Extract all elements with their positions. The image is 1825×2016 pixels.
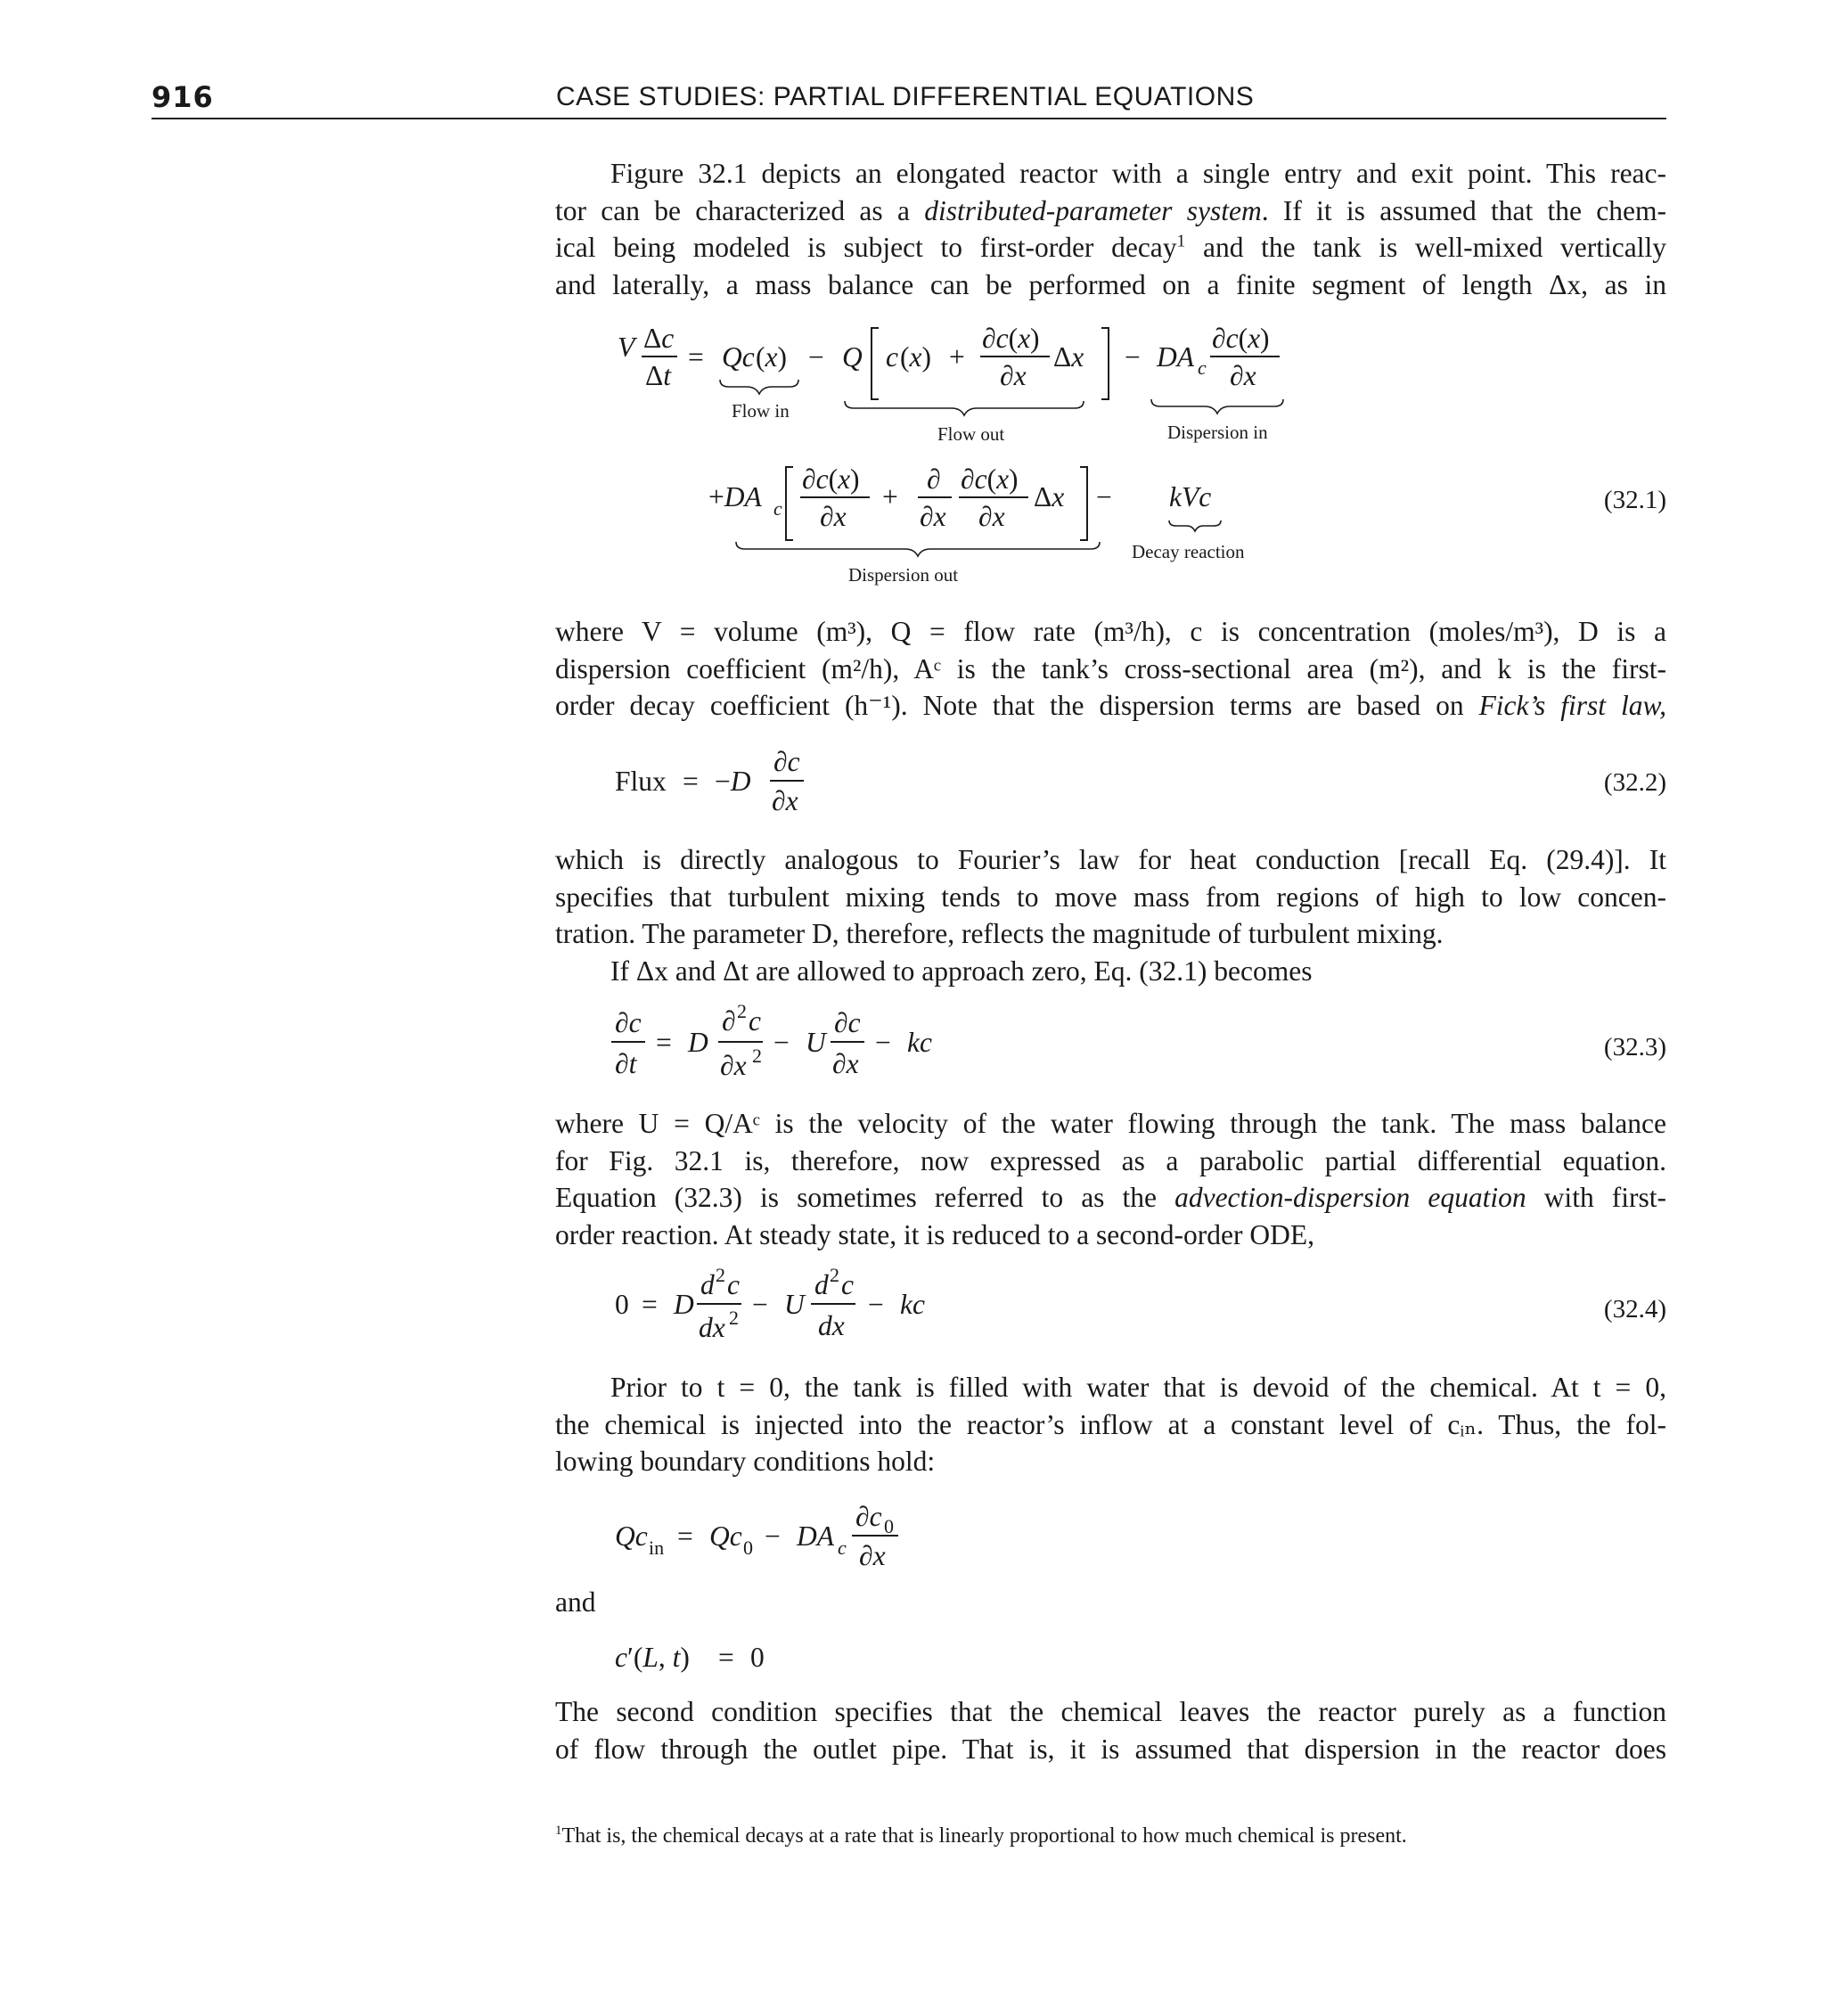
eq-subscript: 0 bbox=[884, 1515, 894, 1537]
footnote-marker: 1 bbox=[555, 1823, 562, 1839]
text-line: If Δx and Δt are allowed to approach zero, Eq. (32.1) becomes bbox=[610, 955, 1313, 987]
boundary-condition-1-svg bbox=[611, 1497, 968, 1578]
underbrace bbox=[1151, 399, 1283, 414]
eq-superscript: 2 bbox=[737, 1000, 747, 1022]
eq-symbol: V bbox=[618, 332, 635, 363]
eq-symbol: +DA bbox=[708, 481, 762, 512]
eq-symbol: c bbox=[841, 1269, 854, 1300]
eq-symbol: = bbox=[718, 1642, 734, 1673]
text-line: Prior to t = 0, the tank is filled with water that is devoid of the chemical. At t = 0, bbox=[610, 1372, 1666, 1403]
text-line: order reaction. At steady state, it is reduced to a second-order ODE, bbox=[555, 1218, 1314, 1250]
eq-symbol: c bbox=[727, 1269, 740, 1300]
eq-symbol: d bbox=[700, 1269, 715, 1300]
eq-symbol: + bbox=[882, 481, 898, 512]
eq-symbol: = bbox=[677, 1520, 693, 1552]
text-line: with first- bbox=[1526, 1182, 1666, 1213]
eq-symbol: kc bbox=[900, 1289, 925, 1320]
eq-symbol: ∂x bbox=[920, 501, 946, 532]
eq-subscript: in bbox=[649, 1537, 665, 1559]
eq-symbol: Δx bbox=[1034, 481, 1065, 512]
text-line: dispersion coefficient (m²/h), Aᶜ is the tank’s cross-sectional area (m²), and k is the first- bbox=[555, 652, 1666, 684]
eq-symbol: ∂c bbox=[834, 1007, 861, 1038]
eq-symbol: c bbox=[749, 1005, 761, 1037]
eq-symbol: ∂c(x) bbox=[1212, 323, 1270, 354]
text-line: tor can be characterized as a bbox=[555, 194, 925, 226]
equation-32-2 bbox=[611, 742, 879, 823]
italic-term: Fick’s first law, bbox=[1478, 690, 1666, 721]
eq-symbol: DA bbox=[1157, 341, 1194, 373]
text-line: tration. The parameter D, therefore, reflects the magnitude of turbulent mixing. bbox=[555, 918, 1444, 949]
eq-symbol: ∂c bbox=[615, 1007, 642, 1038]
eq-symbol: ∂x bbox=[1230, 360, 1256, 391]
right-bracket bbox=[1101, 328, 1109, 399]
boundary-condition-2 bbox=[611, 1631, 879, 1684]
text-line: . If it is assumed that the chem- bbox=[1261, 194, 1666, 226]
intro-paragraph bbox=[555, 155, 1666, 303]
equation-32-4-svg bbox=[611, 1264, 1057, 1353]
eq-symbol: − bbox=[765, 1520, 781, 1552]
equation-32-2-svg bbox=[611, 742, 879, 823]
text-line: order decay coefficient (h⁻¹). Note that the dispersion terms are based on bbox=[555, 690, 1479, 721]
eq-symbol: − bbox=[875, 1027, 891, 1058]
eq-symbol: Q bbox=[842, 341, 863, 373]
equation-number: (32.3) bbox=[1603, 1033, 1666, 1061]
eq-symbol: = bbox=[642, 1289, 658, 1320]
eq-symbol: ∂x bbox=[820, 501, 847, 532]
eq-symbol: Δc bbox=[643, 323, 675, 354]
eq-symbol: 0 bbox=[750, 1642, 765, 1673]
text-line: which is directly analogous to Fourier’s law for heat conduction [recall Eq. (29.4)]. It bbox=[555, 844, 1666, 875]
italic-term: distributed-parameter system bbox=[924, 194, 1262, 226]
eq-symbol: = bbox=[656, 1027, 672, 1058]
running-title: CASE STUDIES: PARTIAL DIFFERENTIAL EQUATIONS bbox=[556, 82, 1255, 111]
text-line: specifies that turbulent mixing tends to move mass from regions of high to low concen- bbox=[555, 881, 1666, 913]
eq-symbol: U bbox=[784, 1289, 805, 1320]
eq-symbol: = bbox=[688, 341, 704, 373]
eq-symbol: Δt bbox=[645, 360, 672, 391]
equation-number: (32.4) bbox=[1603, 1295, 1666, 1324]
equation-32-1 bbox=[606, 321, 1666, 588]
text-line: ical being modeled is subject to first-order decay bbox=[555, 232, 1177, 263]
header-rule bbox=[151, 118, 1666, 119]
eq-subscript: c bbox=[1198, 356, 1207, 379]
eq-symbol: − bbox=[1096, 481, 1112, 512]
eq-symbol: Qc bbox=[722, 341, 755, 373]
velocity-paragraph bbox=[555, 1105, 1666, 1253]
eq-symbol: ∂x bbox=[859, 1540, 886, 1571]
text-line: of flow through the outlet pipe. That is, it is assumed that dispersion in the reactor does bbox=[555, 1733, 1666, 1765]
eq-symbol: dx bbox=[699, 1312, 725, 1343]
decay-reaction-label: Decay reaction bbox=[1132, 541, 1245, 562]
left-bracket bbox=[786, 467, 793, 540]
text-line: the chemical is injected into the reactor’s inflow at a constant level of cᵢₙ. Thus, the fol- bbox=[555, 1408, 1666, 1440]
text-line: where V = volume (m³), Q = flow rate (m³/h), c is concentration (moles/m³), D is a bbox=[555, 616, 1666, 647]
eq-symbol: ∂c(x) bbox=[982, 323, 1040, 354]
analog-paragraph bbox=[555, 841, 1666, 989]
text-line: Figure 32.1 depicts an elongated reactor with a single entry and exit point. This reac- bbox=[610, 158, 1666, 189]
eq-symbol: ∂ bbox=[722, 1005, 736, 1037]
running-header bbox=[151, 80, 1666, 121]
underbrace bbox=[736, 542, 1100, 556]
text-line: The second condition specifies that the chemical leaves the reactor purely as a function bbox=[555, 1696, 1666, 1727]
equation-32-4 bbox=[611, 1264, 1057, 1353]
eq-symbol: D bbox=[674, 1289, 694, 1320]
eq-symbol: dx bbox=[818, 1310, 845, 1341]
eq-symbol: ∂x bbox=[772, 785, 798, 816]
flow-in-label: Flow in bbox=[732, 400, 790, 422]
eq-symbol: kVc bbox=[1169, 481, 1212, 512]
eq-superscript: 2 bbox=[752, 1045, 762, 1067]
eq-symbol: DA bbox=[797, 1520, 834, 1552]
eq-symbol: Δx bbox=[1053, 341, 1084, 373]
eq-symbol: ∂c bbox=[773, 746, 800, 777]
eq-symbol: ∂ bbox=[927, 463, 941, 495]
flux-label: Flux bbox=[615, 766, 667, 797]
second-condition-paragraph bbox=[555, 1693, 1666, 1767]
eq-superscript: 2 bbox=[716, 1264, 725, 1286]
eq-symbol: c bbox=[886, 341, 898, 373]
underbrace bbox=[1169, 520, 1221, 531]
eq-subscript: 0 bbox=[743, 1537, 753, 1559]
equation-32-1-svg bbox=[606, 321, 1666, 588]
footnote-marker: 1 bbox=[1176, 232, 1186, 251]
where-paragraph bbox=[555, 613, 1666, 725]
eq-symbol: ∂x bbox=[720, 1050, 747, 1081]
text-line: for Fig. 32.1 is, therefore, now expressed as a parabolic partial differential equation. bbox=[555, 1144, 1666, 1176]
eq-symbol: D bbox=[688, 1027, 708, 1058]
equation-32-3 bbox=[611, 1002, 1057, 1091]
italic-term: advection-dispersion equation bbox=[1174, 1182, 1526, 1213]
underbrace bbox=[720, 380, 798, 394]
eq-symbol: − bbox=[1125, 341, 1141, 373]
text-line: where U = Q/Aᶜ is the velocity of the water flowing through the tank. The mass balance bbox=[555, 1108, 1666, 1139]
eq-symbol: Qc bbox=[709, 1520, 742, 1552]
text-line: and the tank is well-mixed vertically bbox=[1185, 232, 1666, 263]
left-bracket bbox=[872, 328, 879, 399]
eq-symbol: c′(L, t) bbox=[615, 1642, 690, 1673]
eq-symbol: 0 bbox=[615, 1289, 629, 1320]
and-word bbox=[555, 1584, 1666, 1621]
eq-symbol: (x) bbox=[900, 341, 931, 373]
eq-symbol: ∂x bbox=[832, 1048, 859, 1079]
eq-symbol: − bbox=[868, 1289, 884, 1320]
eq-symbol: ∂x bbox=[978, 501, 1005, 532]
prior-paragraph bbox=[555, 1369, 1666, 1480]
eq-symbol: kc bbox=[907, 1027, 932, 1058]
eq-symbol: + bbox=[949, 341, 965, 373]
eq-symbol: Qc bbox=[615, 1520, 648, 1552]
flow-out-label: Flow out bbox=[937, 423, 1005, 445]
eq-superscript: 2 bbox=[729, 1307, 739, 1329]
dispersion-out-label: Dispersion out bbox=[848, 564, 959, 586]
eq-symbol: − bbox=[773, 1027, 790, 1058]
eq-symbol: ∂x bbox=[1000, 360, 1027, 391]
eq-symbol: ∂c(x) bbox=[802, 463, 860, 495]
dispersion-in-label: Dispersion in bbox=[1167, 422, 1268, 443]
text-line: and bbox=[555, 1586, 596, 1618]
text-line: lowing boundary conditions hold: bbox=[555, 1446, 936, 1477]
boundary-condition-2-svg bbox=[611, 1631, 879, 1684]
eq-symbol: ∂t bbox=[615, 1048, 637, 1079]
equation-32-3-svg bbox=[611, 1002, 1057, 1091]
page-number: 916 bbox=[151, 80, 214, 114]
eq-symbol: U bbox=[806, 1027, 826, 1058]
eq-symbol: −D bbox=[715, 766, 751, 797]
text-line: Equation (32.3) is sometimes referred to as the bbox=[555, 1182, 1175, 1213]
footnote-text: That is, the chemical decays at a rate that is linearly proportional to how much chemical is present. bbox=[561, 1824, 1407, 1848]
eq-symbol: − bbox=[752, 1289, 768, 1320]
eq-symbol: ∂c bbox=[855, 1501, 882, 1532]
equation-number: (32.2) bbox=[1603, 768, 1666, 797]
eq-symbol: (x) bbox=[756, 341, 787, 373]
equation-number: (32.1) bbox=[1603, 486, 1666, 514]
boundary-condition-1 bbox=[611, 1497, 968, 1578]
eq-symbol: − bbox=[808, 341, 824, 373]
footnote bbox=[555, 1824, 1666, 1848]
eq-superscript: 2 bbox=[830, 1264, 839, 1286]
eq-symbol: = bbox=[683, 766, 699, 797]
eq-subscript: c bbox=[838, 1537, 847, 1559]
eq-subscript: c bbox=[773, 497, 782, 520]
underbrace bbox=[845, 401, 1084, 415]
eq-symbol: d bbox=[814, 1269, 829, 1300]
right-bracket bbox=[1080, 467, 1087, 540]
text-line: and laterally, a mass balance can be performed on a finite segment of length Δx, as in bbox=[555, 268, 1666, 300]
eq-symbol: ∂c(x) bbox=[961, 463, 1019, 495]
